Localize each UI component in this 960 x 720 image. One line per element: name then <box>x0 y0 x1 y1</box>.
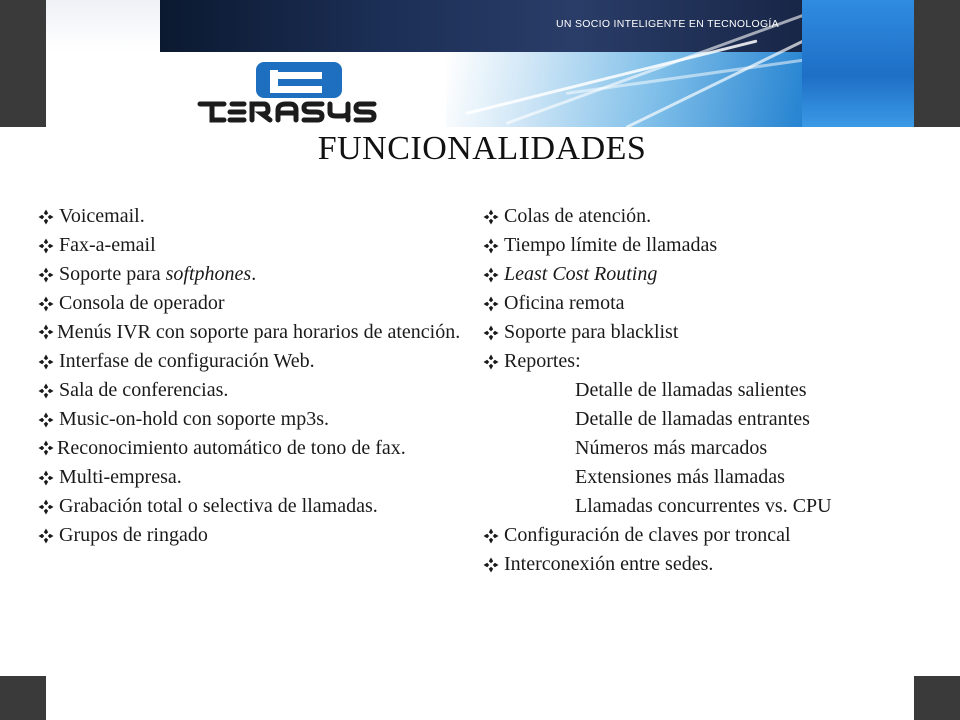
diamond-bullet-icon <box>38 354 54 370</box>
diamond-bullet-icon <box>38 499 54 515</box>
list-item: Multi-empresa. <box>36 463 461 492</box>
diamond-bullet-icon <box>38 267 54 283</box>
diamond-bullet-icon <box>483 528 499 544</box>
list-item-reportes: Reportes: <box>481 347 911 376</box>
diamond-bullet-icon <box>483 557 499 573</box>
list-item: Interconexión entre sedes. <box>481 550 911 579</box>
list-item: Oficina remota <box>481 289 911 318</box>
reportes-sub-item: Llamadas concurrentes vs. CPU <box>575 495 832 517</box>
reportes-sub-item: Números más marcados <box>575 437 768 459</box>
reportes-sub-item: Detalle de llamadas entrantes <box>575 408 810 430</box>
list-item: Least Cost Routing <box>481 260 911 289</box>
diamond-bullet-icon <box>483 209 499 225</box>
list-item: Sala de conferencias. <box>36 376 461 405</box>
left-side-bar-top <box>0 0 46 127</box>
diamond-bullet-icon <box>38 324 54 340</box>
diamond-bullet-icon <box>483 296 499 312</box>
list-item: Voicemail. <box>36 202 461 231</box>
list-item: Fax-a-email <box>36 231 461 260</box>
list-item: Interfase de configuración Web. <box>36 347 461 376</box>
diamond-bullet-icon <box>38 383 54 399</box>
diamond-bullet-icon <box>38 209 54 225</box>
list-item: Menús IVR con soporte para horarios de atención. <box>36 318 461 347</box>
header-tagline: UN SOCIO INTELIGENTE EN TECNOLOGÍA <box>556 18 779 30</box>
diamond-bullet-icon <box>38 440 54 456</box>
left-feature-list <box>36 202 461 550</box>
diamond-bullet-icon <box>483 325 499 341</box>
list-item: Music-on-hold con soporte mp3s. <box>36 405 461 434</box>
list-item: Colas de atención. <box>481 202 911 231</box>
list-item: Tiempo límite de llamadas <box>481 231 911 260</box>
page-title-text: FUNCIONALIDADES <box>317 130 647 167</box>
list-item: Grupos de ringado <box>36 521 461 550</box>
diamond-bullet-icon <box>483 354 499 370</box>
reportes-sub-item: Detalle de llamadas salientes <box>575 379 807 401</box>
diamond-bullet-icon <box>483 267 499 283</box>
diamond-bullet-icon <box>38 470 54 486</box>
terasys-logo <box>196 60 386 124</box>
list-item: Consola de operador <box>36 289 461 318</box>
banner-light-band <box>46 0 160 52</box>
list-item: Configuración de claves por troncal <box>481 521 911 550</box>
left-side-bar-bottom <box>0 676 46 720</box>
diamond-bullet-icon <box>483 238 499 254</box>
right-side-bar-bottom <box>914 676 960 720</box>
list-item: Grabación total o selectiva de llamadas. <box>36 492 461 521</box>
header-banner <box>46 0 914 127</box>
banner-right-strip <box>802 0 914 127</box>
diamond-bullet-icon <box>38 238 54 254</box>
diamond-bullet-icon <box>38 296 54 312</box>
list-item: Reconocimiento automático de tono de fax. <box>36 434 461 463</box>
banner-dark-band <box>160 0 914 52</box>
list-item: Soporte para softphones. <box>36 260 461 289</box>
terasys-logo-icon <box>196 60 386 124</box>
reportes-sub-item: Extensiones más llamadas <box>575 466 785 488</box>
list-item: Soporte para blacklist <box>481 318 911 347</box>
diamond-bullet-icon <box>38 412 54 428</box>
diamond-bullet-icon <box>38 528 54 544</box>
right-feature-list <box>481 202 911 579</box>
page-title <box>0 130 960 168</box>
right-side-bar-top <box>914 0 960 127</box>
